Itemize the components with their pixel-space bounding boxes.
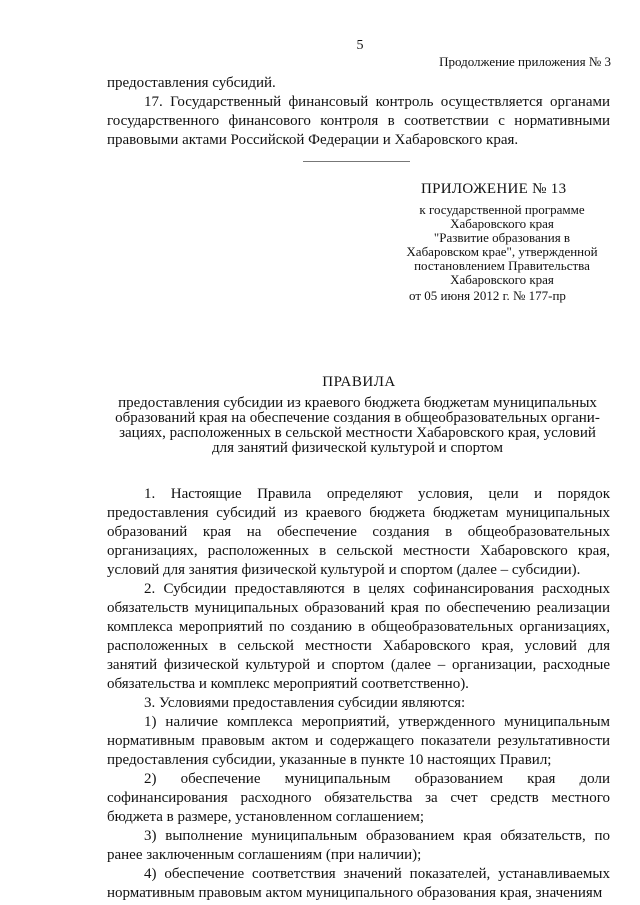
subtitle-line: предоставления субсидии из краевого бюджета бюджетам муниципальных <box>118 395 597 411</box>
appendix-line: Хабаровского края <box>450 272 554 287</box>
subtitle-line: образований края на обеспечение создания в общеобразовательных органи- <box>115 410 600 426</box>
paragraph: 3. Условиями предоставления субсидии являются: <box>144 695 466 711</box>
appendix-line: Хабаровского края <box>450 216 554 231</box>
paragraph: 3) выполнение муниципальным образованием края обязательств, по ранее заключенным соглашениям (при наличии); <box>107 828 610 863</box>
page-number: 5 <box>356 38 364 53</box>
appendix-line: Хабаровском крае", утвержденной <box>406 244 598 259</box>
paragraph: предоставления субсидий. <box>107 75 276 91</box>
appendix-line: к государственной программе <box>419 202 585 217</box>
subtitle-line: для занятий физической культурой и спортом <box>211 440 503 456</box>
rules-subtitle <box>105 396 610 456</box>
section-divider <box>303 161 410 162</box>
paragraph: 2) обеспечение муниципальным образованием края доли софинансирования расходного обязательства за счет средств местного бюджета в размере, установленном соглашением; <box>107 771 610 825</box>
appendix-date: от 05 июня 2012 г. № 177-пр <box>409 288 566 303</box>
previous-section <box>107 74 610 150</box>
rules-heading: ПРАВИЛА <box>322 374 396 390</box>
appendix-approval-block <box>394 203 610 287</box>
paragraph: 17. Государственный финансовый контроль осуществляется органами государственного финансового контроля в соответствии с нормативными правовыми актами Российской Федерации и Хабаровского края. <box>107 94 610 148</box>
paragraph: 4) обеспечение соответствия значений показателей, устанавливаемых нормативным правовым актом муниципального образования края, значениям <box>107 866 610 901</box>
subtitle-line: зациях, расположенных в сельской местности Хабаровского края, условий <box>119 425 596 441</box>
paragraph: 1) наличие комплекса мероприятий, утвержденного муниципальным нормативным правовым актом и содержащего показатели результативности предоставления субсидии, указанные в пункте 10 настоящих Правил; <box>107 714 610 768</box>
rules-body <box>107 485 610 903</box>
appendix-line: "Развитие образования в <box>433 230 571 245</box>
paragraph: 2. Субсидии предоставляются в целях софинансирования расходных обязательств муниципальных образований края по обеспечению реализации комплекса мероприятий по созданию в общеобразовательных организациях, расположенных в сельской местности Хабаровского края, условий для занятий физической культурой и спортом (далее – организации, расходные обязательства и комплекс мероприятий соответственно). <box>107 581 610 692</box>
continuation-header: Продолжение приложения № 3 <box>439 54 611 69</box>
appendix-line: постановлением Правительства <box>414 258 590 273</box>
appendix-title: ПРИЛОЖЕНИЕ № 13 <box>421 181 567 197</box>
paragraph: 1. Настоящие Правила определяют условия, цели и порядок предоставления субсидий из краевого бюджета бюджетам муниципальных образований края на обеспечение создания в общеобразовательных организациях, расположенных в сельской местности Хабаровского края, условий для занятия физической культурой и спортом (далее – субсидии). <box>107 486 610 578</box>
